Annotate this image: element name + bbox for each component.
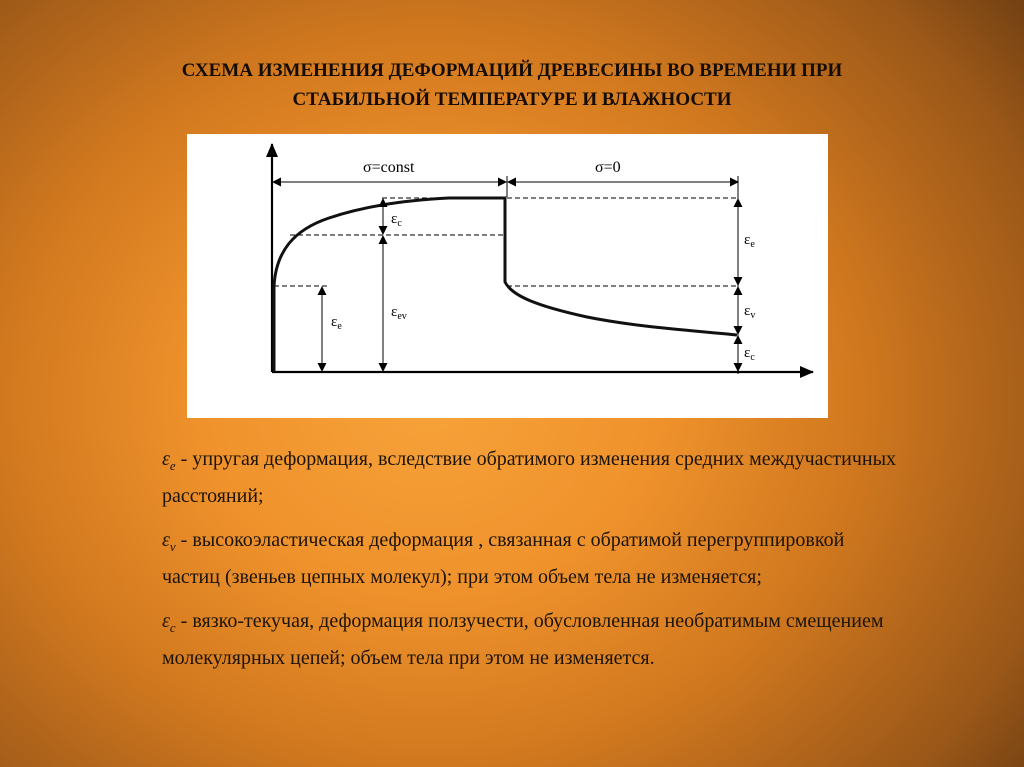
strain-curve: [274, 198, 737, 372]
legend-symbol: $\varepsilon_v$: [162, 529, 176, 554]
legend-text: - упругая деформация, вследствие обратимого изменения средних междучастичных расстояний;: [162, 448, 897, 507]
legend-text: - высокоэластическая деформация , связанная с обратимой перегруппировкой частиц (звеньев цепных молекул); при этом объем тела не изменяется;: [162, 529, 845, 588]
strain-time-diagram: [187, 134, 828, 418]
eps-v-unload-label: $\varepsilon_v$: [744, 303, 756, 321]
legend-symbol: $\varepsilon_c$: [162, 610, 176, 635]
eps-c-unload-label: $\varepsilon_c$: [744, 345, 755, 363]
title-line-2: СТАБИЛЬНОЙ ТЕМПЕРАТУРЕ И ВЛАЖНОСТИ: [292, 89, 732, 110]
slide-title: [60, 56, 964, 114]
eps-c-load-label: $\varepsilon_c$: [391, 211, 402, 229]
eps-ev-label: $\varepsilon_{ev}$: [391, 304, 407, 322]
legend-item-viscous: [162, 606, 902, 673]
eps-e-load-label: $\varepsilon_e$: [331, 314, 342, 332]
legend: [162, 444, 902, 687]
legend-item-elastic: [162, 444, 902, 511]
sigma-const-label: σ=const: [363, 159, 415, 176]
legend-item-high-elastic: [162, 525, 902, 592]
title-line-1: СХЕМА ИЗМЕНЕНИЯ ДЕФОРМАЦИЙ ДРЕВЕСИНЫ ВО ВРЕМЕНИ ПРИ: [181, 60, 843, 81]
sigma-zero-label: σ=0: [595, 159, 621, 176]
legend-symbol: $\varepsilon_e$: [162, 448, 176, 473]
eps-e-unload-label: $\varepsilon_e$: [744, 232, 755, 250]
legend-text: - вязко-текучая, деформация ползучести, обусловленная необратимым смещением молекулярных цепей; объем тела при этом не изменяется.: [162, 610, 884, 669]
diagram-svg: [187, 134, 828, 418]
